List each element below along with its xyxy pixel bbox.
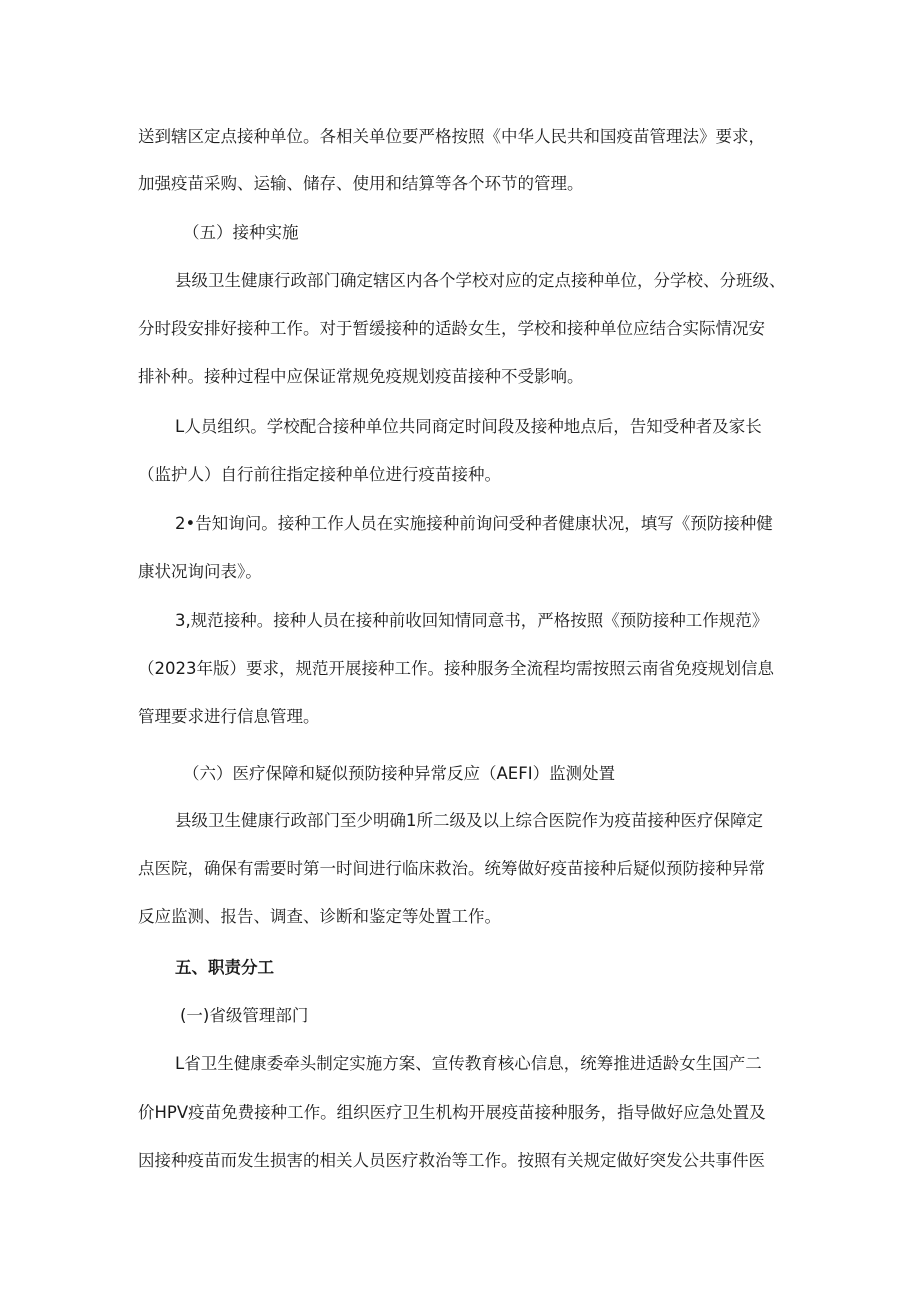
section-heading-6: （六）医疗保障和疑似预防接种异常反应（AEFI）监测处置: [183, 764, 616, 783]
paragraph-line: 分时段安排好接种工作。对于暂缓接种的适龄女生，学校和接种单位应结合实际情况安: [138, 319, 765, 338]
paragraph-line: 反应监测、报告、调查、诊断和鉴定等处置工作。: [138, 907, 501, 926]
section-heading-5: （五）接种实施: [183, 223, 299, 242]
paragraph-line: 点医院，确保有需要时第一时间进行临床救治。统筹做好疫苗接种后疑似预防接种异常: [138, 859, 765, 878]
list-item-line: （监护人）自行前往指定接种单位进行疫苗接种。: [138, 465, 501, 484]
paragraph-line: L省卫生健康委牵头制定实施方案、宣传教育核心信息，统筹推进适龄女生国产二: [175, 1054, 762, 1073]
paragraph-line: 价HPV疫苗免费接种工作。组织医疗卫生机构开展疫苗接种服务，指导做好应急处置及: [138, 1103, 766, 1122]
list-item-line: （2023年版）要求，规范开展接种工作。接种服务全流程均需按照云南省免疫规划信息: [138, 659, 774, 678]
list-item-line: 2•告知询问。接种工作人员在实施接种前询问受种者健康状况，填写《预防接种健: [175, 514, 773, 533]
section-title: 五、职责分工: [175, 958, 274, 977]
paragraph-line: 因接种疫苗而发生损害的相关人员医疗救治等工作。按照有关规定做好突发公共事件医: [138, 1151, 765, 1170]
list-item-line: 康状况询问表》。: [138, 562, 262, 581]
paragraph-line: 加强疫苗采购、运输、储存、使用和结算等各个环节的管理。: [138, 174, 584, 193]
paragraph-line: 县级卫生健康行政部门确定辖区内各个学校对应的定点接种单位，分学校、分班级、: [175, 271, 786, 290]
list-item-line: 管理要求进行信息管理。: [138, 707, 320, 726]
sub-heading: (一)省级管理部门: [180, 1006, 309, 1025]
list-item-line: 3,规范接种。接种人员在接种前收回知情同意书，严格按照《预防接种工作规范》: [175, 611, 769, 630]
paragraph-line: 排补种。接种过程中应保证常规免疫规划疫苗接种不受影响。: [138, 367, 584, 386]
paragraph-line: 送到辖区定点接种单位。各相关单位要严格按照《中华人民共和国疫苗管理法》要求，: [138, 127, 765, 146]
list-item-line: L人员组织。学校配合接种单位共同商定时间段及接种地点后，告知受种者及家长: [175, 417, 762, 436]
paragraph-line: 县级卫生健康行政部门至少明确1所二级及以上综合医院作为疫苗接种医疗保障定: [175, 811, 763, 830]
